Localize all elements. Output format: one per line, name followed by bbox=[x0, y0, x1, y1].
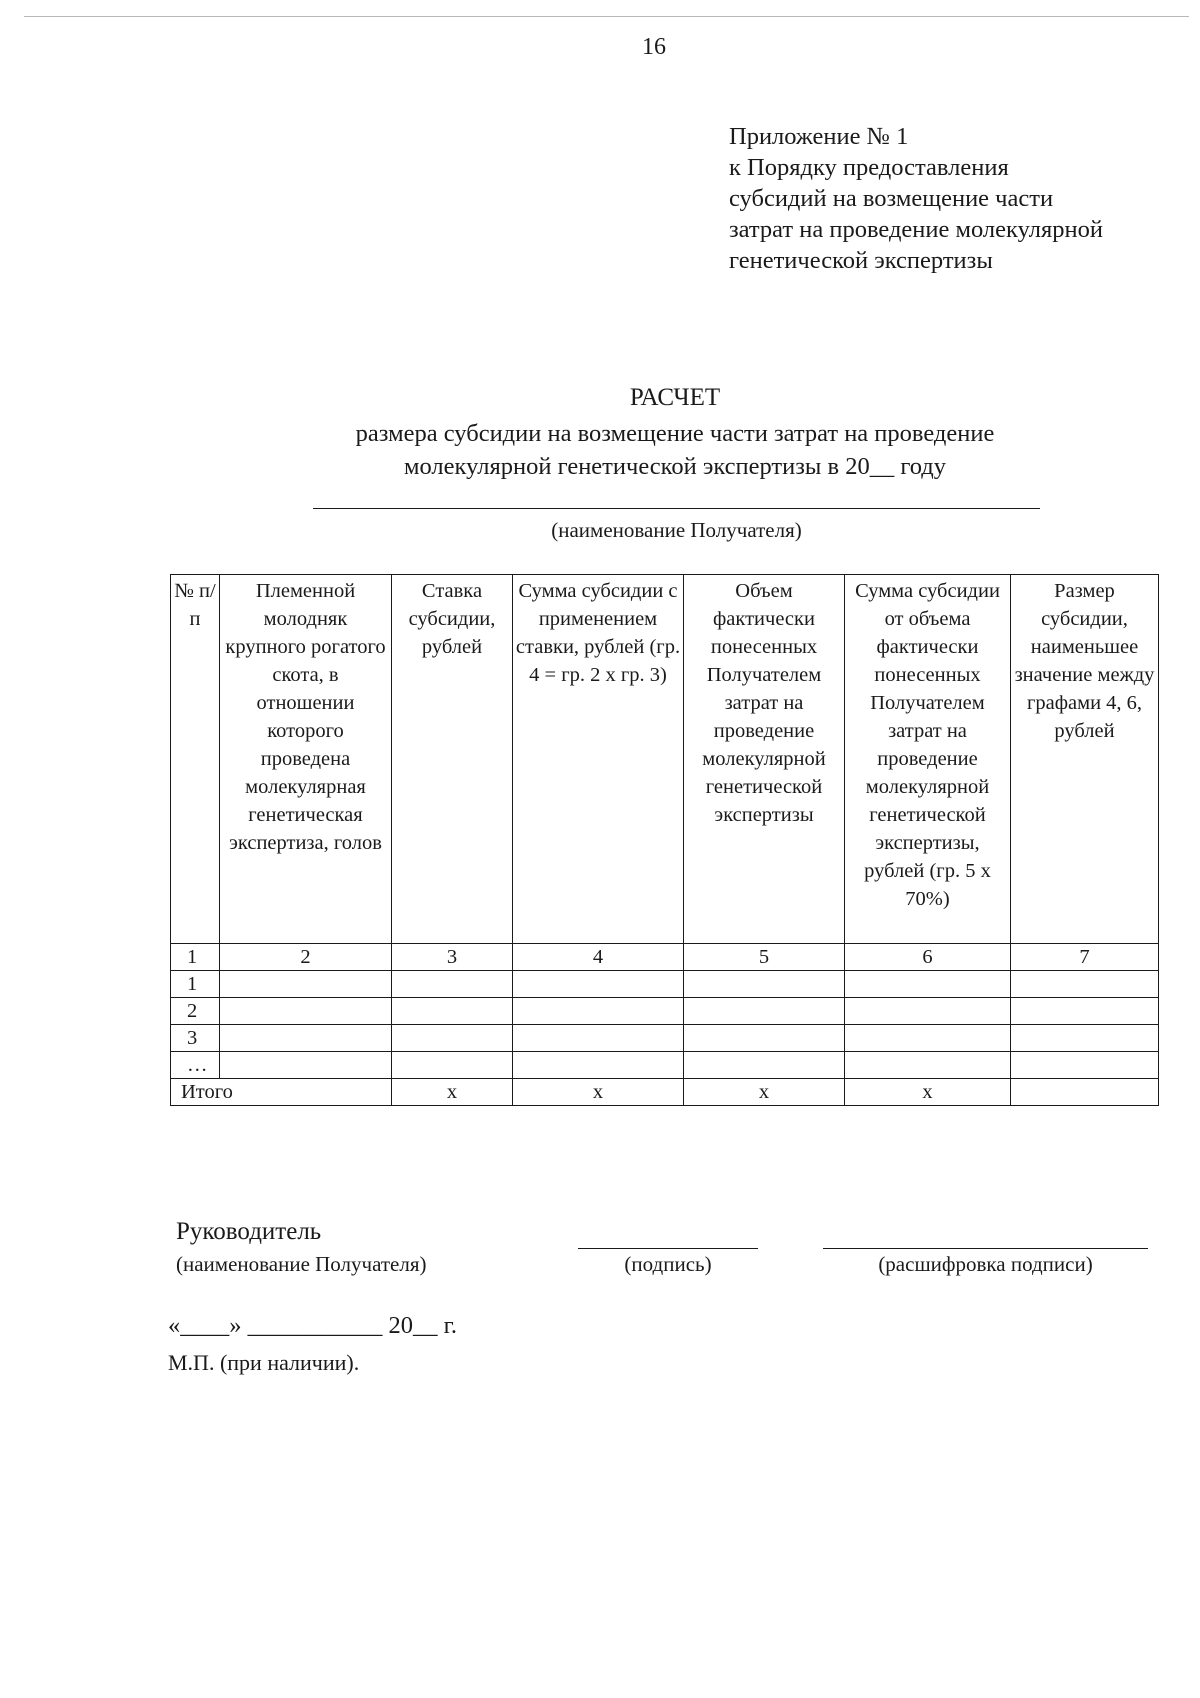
table-cell[interactable] bbox=[1011, 1052, 1159, 1079]
row-number: … bbox=[171, 1052, 220, 1079]
column-number: 4 bbox=[513, 944, 684, 971]
total-cell: х bbox=[513, 1079, 684, 1106]
signature-decoding-caption: (расшифровка подписи) bbox=[878, 1252, 1093, 1276]
document-title: РАСЧЕТ bbox=[629, 384, 721, 411]
header-subsidy-amount: Размер субсидии, наименьшее значение между графами 4, 6, рублей bbox=[1011, 575, 1159, 944]
appendix-reference bbox=[729, 121, 1103, 276]
table-cell[interactable] bbox=[392, 1025, 513, 1052]
signature-field[interactable] bbox=[578, 1248, 758, 1249]
table-cell[interactable] bbox=[1011, 1025, 1159, 1052]
date-line[interactable]: «____» ___________ 20__ г. bbox=[168, 1312, 458, 1339]
row-number: 2 bbox=[171, 998, 220, 1025]
header-subsidy-by-costs: Сумма субсидии от объема фактически понесенных Получателем затрат на проведение молекулярной генетической экспертизы, рублей (гр. 5 х 70%) bbox=[845, 575, 1011, 944]
subsidy-calculation-table bbox=[170, 574, 1159, 1106]
table-cell[interactable] bbox=[513, 1052, 684, 1079]
total-row bbox=[171, 1079, 1159, 1106]
column-number: 1 bbox=[171, 944, 220, 971]
table-cell[interactable] bbox=[220, 1052, 392, 1079]
column-number: 5 bbox=[684, 944, 845, 971]
appendix-line: Приложение № 1 bbox=[729, 123, 909, 150]
column-number: 6 bbox=[845, 944, 1011, 971]
table-cell[interactable] bbox=[220, 1025, 392, 1052]
row-number: 3 bbox=[171, 1025, 220, 1052]
header-actual-costs: Объем фактически понесенных Получателем затрат на проведение молекулярной генетической экспертизы bbox=[684, 575, 845, 944]
column-number-row bbox=[171, 944, 1159, 971]
page-top-rule bbox=[24, 16, 1189, 17]
table-cell[interactable] bbox=[684, 998, 845, 1025]
subtitle-line: молекулярной генетической экспертизы в 20__ году bbox=[403, 453, 947, 480]
table-cell[interactable] bbox=[392, 998, 513, 1025]
row-number: 1 bbox=[171, 971, 220, 998]
table-cell[interactable] bbox=[845, 998, 1011, 1025]
table-cell[interactable] bbox=[220, 971, 392, 998]
header-subsidy-by-rate: Сумма субсидии с применением ставки, рублей (гр. 4 = гр. 2 х гр. 3) bbox=[513, 575, 684, 944]
seal-note: М.П. (при наличии). bbox=[168, 1350, 360, 1375]
table-header-row bbox=[171, 575, 1159, 944]
page-number: 16 bbox=[642, 34, 666, 60]
signature-caption: (подпись) bbox=[624, 1252, 712, 1276]
recipient-caption: (наименование Получателя) bbox=[551, 518, 802, 542]
table-cell[interactable] bbox=[684, 1025, 845, 1052]
header-subsidy-rate: Ставка субсидии, рублей bbox=[392, 575, 513, 944]
total-cell: х bbox=[392, 1079, 513, 1106]
table-cell[interactable] bbox=[684, 1052, 845, 1079]
table-cell[interactable] bbox=[392, 971, 513, 998]
appendix-line: к Порядку предоставления bbox=[729, 154, 1009, 181]
table-cell[interactable] bbox=[1011, 971, 1159, 998]
total-cell: х bbox=[845, 1079, 1011, 1106]
signatory-title: Руководитель bbox=[176, 1218, 322, 1245]
table-row bbox=[171, 1025, 1159, 1052]
table-row bbox=[171, 971, 1159, 998]
table-row bbox=[171, 1052, 1159, 1079]
appendix-line: субсидий на возмещение части bbox=[729, 185, 1054, 212]
table-cell[interactable] bbox=[513, 998, 684, 1025]
table-cell[interactable] bbox=[845, 971, 1011, 998]
table-cell[interactable] bbox=[845, 1052, 1011, 1079]
table-cell[interactable] bbox=[845, 1025, 1011, 1052]
column-number: 2 bbox=[220, 944, 392, 971]
total-subsidy-amount[interactable] bbox=[1011, 1079, 1159, 1106]
document-subtitle bbox=[0, 417, 1200, 483]
appendix-line: генетической экспертизы bbox=[729, 247, 993, 274]
column-number: 7 bbox=[1011, 944, 1159, 971]
header-cattle-heads: Племенной молодняк крупного рогатого скота, в отношении которого проведена молекулярная генетическая экспертиза, голов bbox=[220, 575, 392, 944]
signature-decoding-field[interactable] bbox=[823, 1248, 1148, 1249]
table-cell[interactable] bbox=[513, 971, 684, 998]
header-row-number: № п/п bbox=[171, 575, 220, 944]
table-cell[interactable] bbox=[1011, 998, 1159, 1025]
table-cell[interactable] bbox=[684, 971, 845, 998]
table-cell[interactable] bbox=[392, 1052, 513, 1079]
appendix-line: затрат на проведение молекулярной bbox=[729, 216, 1103, 243]
table-row bbox=[171, 998, 1159, 1025]
total-cell: х bbox=[684, 1079, 845, 1106]
recipient-name-field[interactable] bbox=[313, 508, 1040, 509]
signatory-name-caption: (наименование Получателя) bbox=[176, 1252, 427, 1276]
column-number: 3 bbox=[392, 944, 513, 971]
table-cell[interactable] bbox=[513, 1025, 684, 1052]
table-cell[interactable] bbox=[220, 998, 392, 1025]
total-label: Итого bbox=[171, 1079, 392, 1106]
subtitle-line: размера субсидии на возмещение части затрат на проведение bbox=[355, 420, 995, 447]
